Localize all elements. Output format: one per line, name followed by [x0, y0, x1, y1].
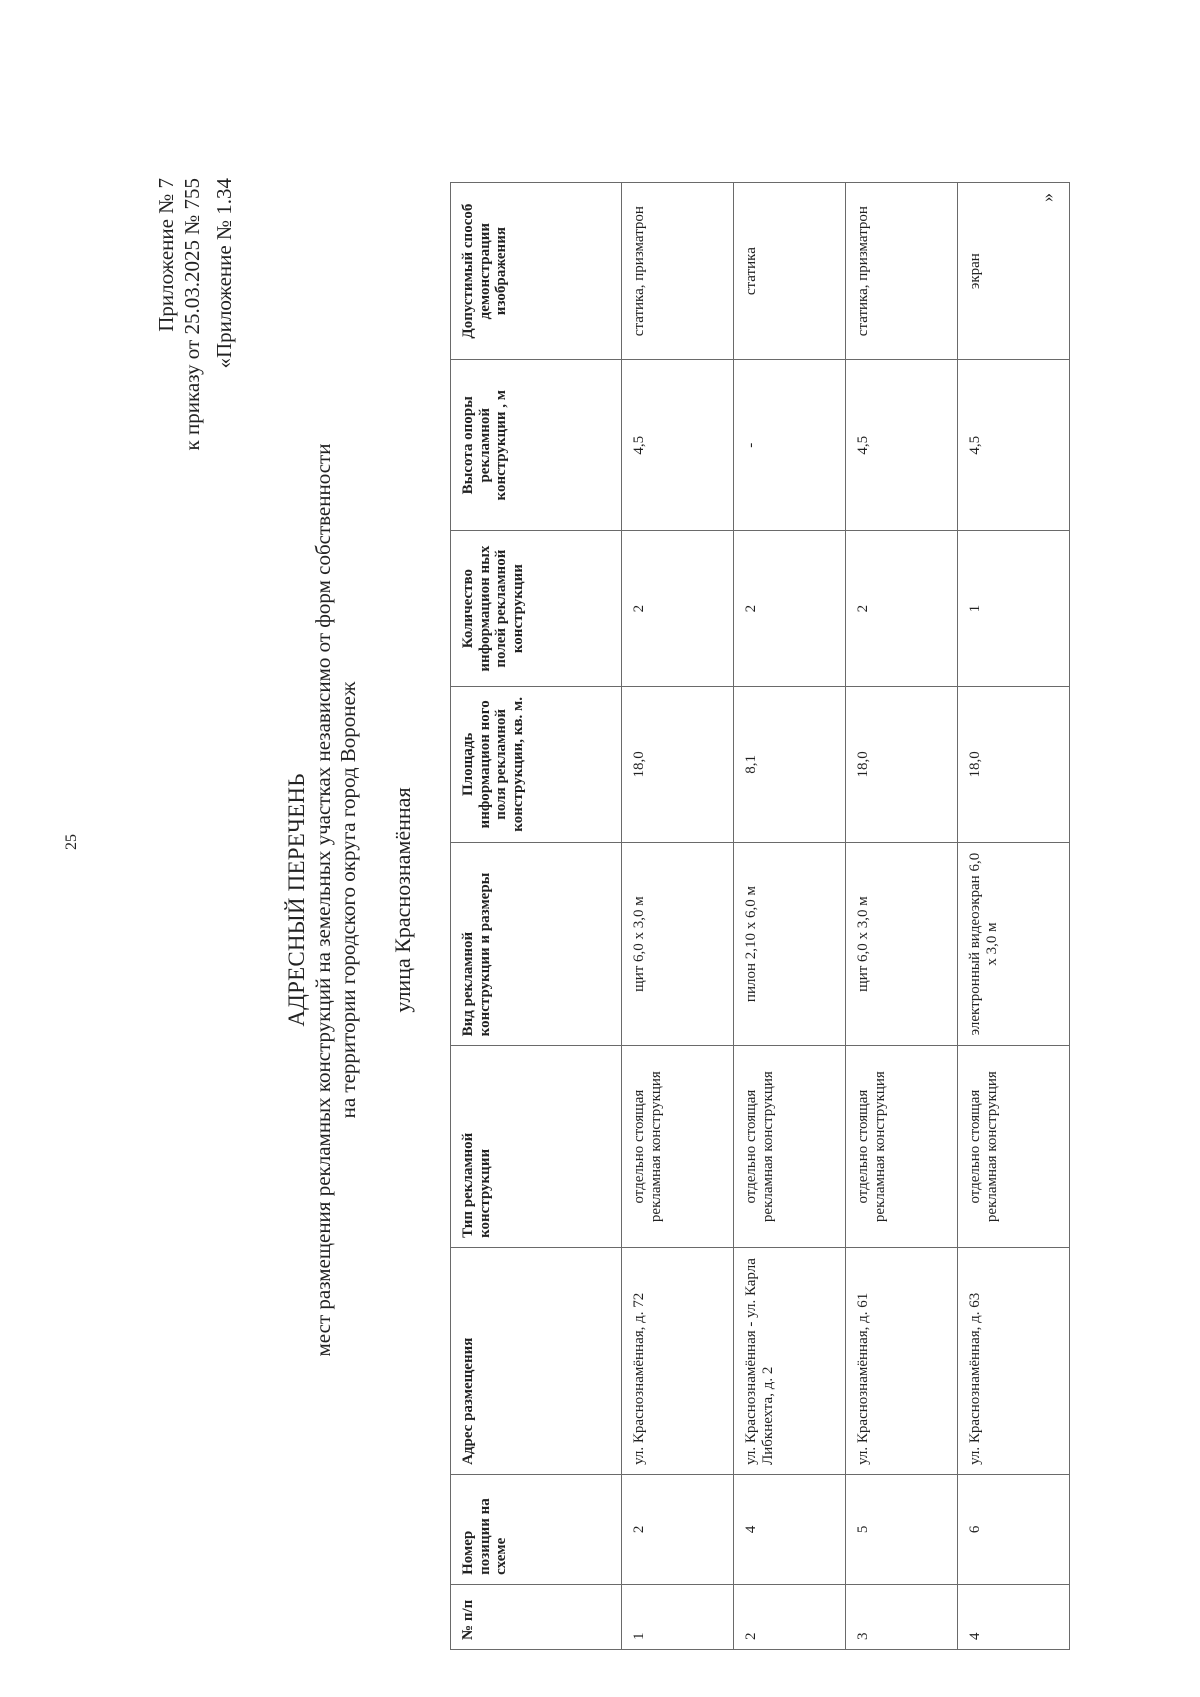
- cell-display-method: статика, призматрон: [846, 183, 958, 360]
- table-header-row: [451, 183, 622, 1650]
- cell-support-height: -: [734, 360, 846, 531]
- cell-kind-size: пилон 2,10 х 6,0 м: [734, 842, 846, 1046]
- cell-index: 2: [734, 1584, 846, 1649]
- cell-field-count: 2: [622, 531, 734, 687]
- cell-field-count: 2: [734, 531, 846, 687]
- cell-position: 4: [734, 1474, 846, 1584]
- header-cell-type: Тип рекламной конструкции: [451, 1046, 622, 1248]
- document-subtitle-line2: на территории городского округа город Воронеж: [336, 681, 360, 1119]
- cell-kind-size: щит 6,0 х 3,0 м: [846, 842, 958, 1046]
- cell-address: ул. Краснознамённая, д. 63: [958, 1247, 1070, 1474]
- table-row: [622, 183, 734, 1650]
- table-row: [846, 183, 958, 1650]
- cell-support-height: 4,5: [958, 360, 1070, 531]
- cell-area: 18,0: [622, 687, 734, 843]
- annex-reference: «Приложение № 1.34: [212, 178, 236, 369]
- page-number: 25: [63, 834, 80, 850]
- cell-type: отдельно стоящая рекламная конструкция: [958, 1046, 1070, 1248]
- header-cell-display-method: Допустимый способ демонстрации изображения: [451, 183, 622, 360]
- header-cell-field-count: Количество информацион ных полей рекламной конструкции: [451, 531, 622, 687]
- cell-type: отдельно стоящая рекламная конструкция: [846, 1046, 958, 1248]
- cell-index: 3: [846, 1584, 958, 1649]
- table-row: [734, 183, 846, 1650]
- cell-field-count: 2: [846, 531, 958, 687]
- header-cell-support-height: Высота опоры рекламной конструкции , м: [451, 360, 622, 531]
- header-cell-kind-size: Вид рекламной конструкции и размеры: [451, 842, 622, 1046]
- cell-support-height: 4,5: [846, 360, 958, 531]
- cell-display-method: статика: [734, 183, 846, 360]
- document-title: АДРЕСНЫЙ ПЕРЕЧЕНЬ: [284, 773, 309, 1027]
- closing-quote: »: [1037, 193, 1057, 202]
- address-table-wrapper: [450, 150, 1070, 1650]
- table-row: [958, 183, 1070, 1650]
- cell-area: 8,1: [734, 687, 846, 843]
- cell-type: отдельно стоящая рекламная конструкция: [734, 1046, 846, 1248]
- cell-address: ул. Краснознамённая, д. 61: [846, 1247, 958, 1474]
- header-cell-area: Площадь информацион ного поля рекламной конструкции, кв. м.: [451, 687, 622, 843]
- cell-position: 6: [958, 1474, 1070, 1584]
- annex-title: Приложение № 7: [154, 178, 178, 332]
- cell-area: 18,0: [846, 687, 958, 843]
- cell-field-count: 1: [958, 531, 1070, 687]
- header-cell-address: Адрес размещения: [451, 1247, 622, 1474]
- document-subtitle-line1: мест размещения рекламных конструкций на земельных участках независимо от форм собственности: [311, 443, 335, 1357]
- cell-display-method: статика, призматрон: [622, 183, 734, 360]
- address-table: [450, 182, 1070, 1650]
- street-name: улица Краснознамённая: [390, 787, 415, 1013]
- annex-order: к приказу от 25.03.2025 № 755: [180, 178, 204, 451]
- cell-area: 18,0: [958, 687, 1070, 843]
- cell-address: ул. Краснознамённая, д. 72: [622, 1247, 734, 1474]
- cell-kind-size: электронный видеоэкран 6,0 х 3,0 м: [958, 842, 1070, 1046]
- cell-type: отдельно стоящая рекламная конструкция: [622, 1046, 734, 1248]
- cell-kind-size: щит 6,0 х 3,0 м: [622, 842, 734, 1046]
- cell-index: 1: [622, 1584, 734, 1649]
- cell-support-height: 4,5: [622, 360, 734, 531]
- cell-index: 4: [958, 1584, 1070, 1649]
- cell-display-method: экран: [958, 183, 1070, 360]
- cell-position: 5: [846, 1474, 958, 1584]
- header-cell-index: № п/п: [451, 1584, 622, 1649]
- header-cell-position: Номер позиции на схеме: [451, 1474, 622, 1584]
- cell-address: ул. Краснознамённая - ул. Карла Либкнехта, д. 2: [734, 1247, 846, 1474]
- rotated-page: [132, 150, 1132, 1650]
- cell-position: 2: [622, 1474, 734, 1584]
